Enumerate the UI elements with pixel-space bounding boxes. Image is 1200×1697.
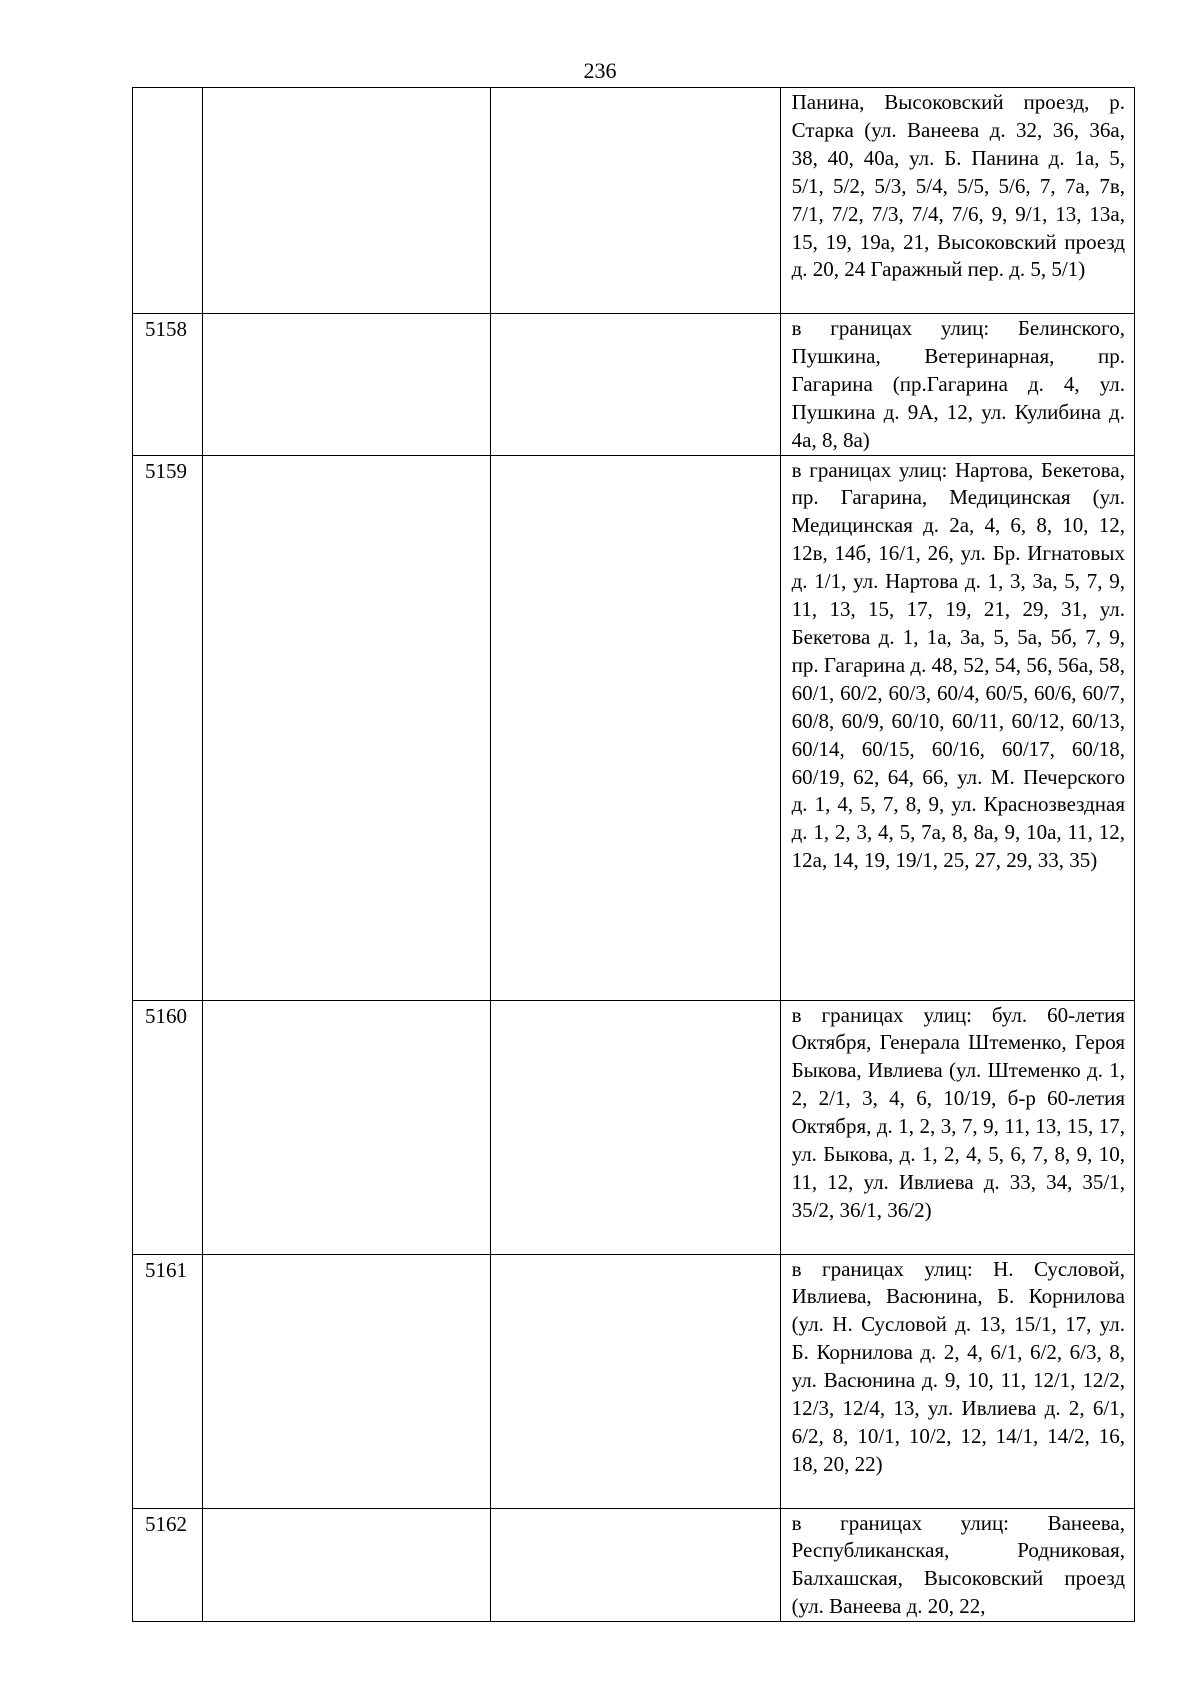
- table-row: [133, 314, 1135, 456]
- empty-cell: [491, 1254, 780, 1508]
- district-boundaries: в границах улиц: Нартова, Бекетова, пр. Гагарина, Медицинская (ул. Медицинская д. 2а, 4, 6, 8, 10, 12, 12в, 14б, 16/1, 26, ул. Бр. Игнатовых д. 1/1, ул. Нартова д. 1, 3, 3а, 5, 7, 9, 11, 13, 15, 17, 19, 21, 29, 31, ул. Бекетова д. 1, 1а, 3а, 5, 5а, 5б, 7, 9, пр. Гагарина д. 48, 52, 54, 56, 56а, 58, 60/1, 60/2, 60/3, 60/4, 60/5, 60/6, 60/7, 60/8, 60/9, 60/10, 60/11, 60/12, 60/13, 60/14, 60/15, 60/16, 60/17, 60/18, 60/19, 62, 64, 66, ул. М. Печерского д. 1, 4, 5, 7, 8, 9, ул. Краснозвездная д. 1, 2, 3, 4, 5, 7а, 8, 8а, 9, 10а, 11, 12, 12а, 14, 19, 19/1, 25, 27, 29, 33, 35): [780, 455, 1134, 1000]
- district-boundaries: в границах улиц: бул. 60-летия Октября, Генерала Штеменко, Героя Быкова, Ивлиева (ул. Штеменко д. 1, 2, 2/1, 3, 4, 6, 10/19, б-р 60-летия Октября, д. 1, 2, 3, 7, 9, 11, 13, 15, 17, ул. Быкова, д. 1, 2, 4, 5, 6, 7, 8, 9, 10, 11, 12, ул. Ивлиева д. 33, 34, 35/1, 35/2, 36/1, 36/2): [780, 1000, 1134, 1254]
- table-row: [133, 1000, 1135, 1254]
- district-number: 5161: [133, 1254, 203, 1508]
- empty-cell: [491, 455, 780, 1000]
- empty-cell: [491, 88, 780, 314]
- empty-cell: [203, 314, 491, 456]
- district-boundaries: в границах улиц: Н. Сусловой, Ивлиева, Васюнина, Б. Корнилова (ул. Н. Сусловой д. 13, 15/1, 17, ул. Б. Корнилова д. 2, 4, 6/1, 6/2, 6/3, 8, ул. Васюнина д. 9, 10, 11, 12/1, 12/2, 12/3, 12/4, 13, ул. Ивлиева д. 2, 6/1, 6/2, 8, 10/1, 10/2, 12, 14/1, 14/2, 16, 18, 20, 22): [780, 1254, 1134, 1508]
- table-row: [133, 1254, 1135, 1508]
- polling-districts-table: [132, 87, 1135, 1622]
- table-row: [133, 455, 1135, 1000]
- district-number: 5158: [133, 314, 203, 456]
- district-number: 5160: [133, 1000, 203, 1254]
- page-number: 236: [583, 58, 617, 83]
- empty-cell: [203, 88, 491, 314]
- district-boundaries: в границах улиц: Ванеева, Республиканская, Родниковая, Балхашская, Высоковский проезд (ул. Ванеева д. 20, 22,: [780, 1508, 1134, 1622]
- table-row: [133, 88, 1135, 314]
- empty-cell: [203, 1000, 491, 1254]
- district-number: 5162: [133, 1508, 203, 1622]
- empty-cell: [491, 1508, 780, 1622]
- empty-cell: [203, 1254, 491, 1508]
- table-row: [133, 1508, 1135, 1622]
- district-number: [133, 88, 203, 314]
- empty-cell: [491, 314, 780, 456]
- empty-cell: [203, 455, 491, 1000]
- district-number: 5159: [133, 455, 203, 1000]
- empty-cell: [491, 1000, 780, 1254]
- empty-cell: [203, 1508, 491, 1622]
- district-boundaries: в границах улиц: Белинского, Пушкина, Ветеринарная, пр. Гагарина (пр.Гагарина д. 4, ул. Пушкина д. 9А, 12, ул. Кулибина д. 4а, 8, 8а): [780, 314, 1134, 456]
- district-boundaries: Панина, Высоковский проезд, р. Старка (ул. Ванеева д. 32, 36, 36а, 38, 40, 40а, ул. Б. Панина д. 1а, 5, 5/1, 5/2, 5/3, 5/4, 5/5, 5/6, 7, 7а, 7в, 7/1, 7/2, 7/3, 7/4, 7/6, 9, 9/1, 13, 13а, 15, 19, 19а, 21, Высоковский проезд д. 20, 24 Гаражный пер. д. 5, 5/1): [780, 88, 1134, 314]
